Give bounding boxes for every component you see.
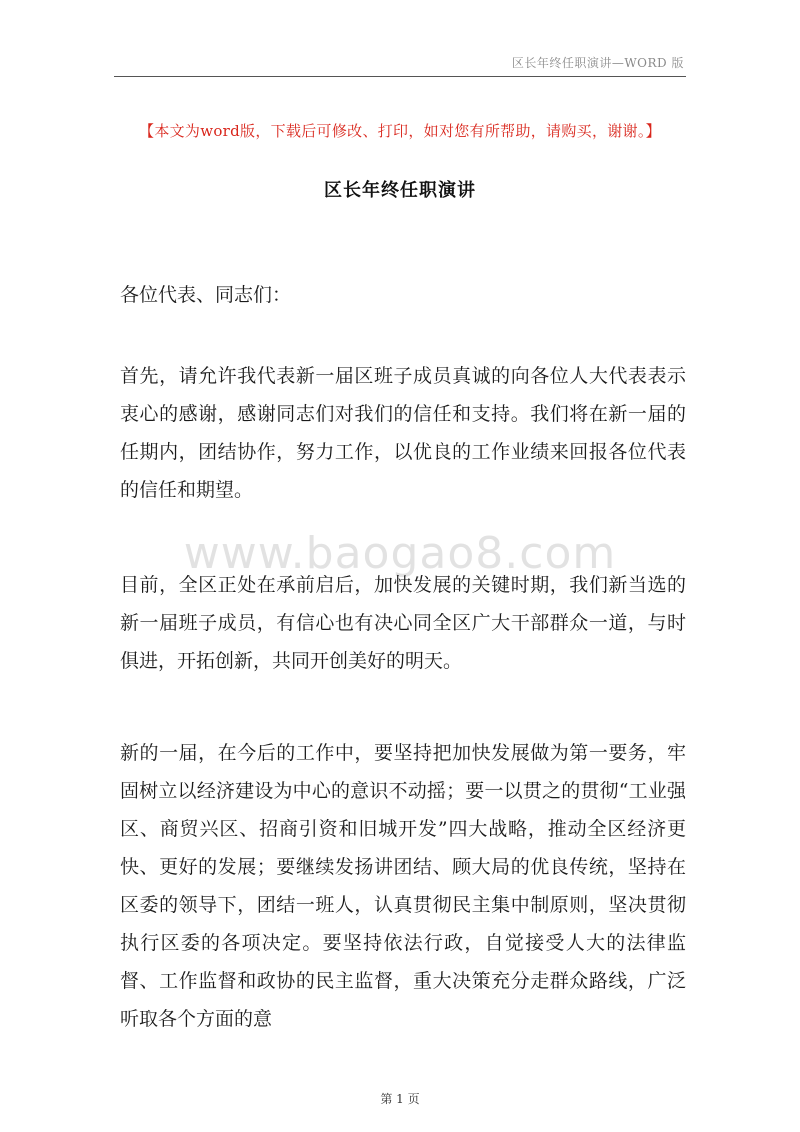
- purchase-notice: 【本文为word版，下载后可修改、打印，如对您有所帮助，请购买，谢谢。】: [139, 122, 661, 140]
- page-number: 第 1 页: [380, 1092, 420, 1106]
- watermark: www.baogao8.com: [183, 528, 617, 579]
- header-divider: [114, 76, 686, 77]
- running-header: 区长年终任职演讲—WORD 版: [511, 56, 684, 70]
- body-paragraph-2: 目前，全区正处在承前启后，加快发展的关键时期，我们新当选的新一届班子成员，有信心也有决心同全区广大干部群众一道，与时俱进，开拓创新，共同开创美好的明天。: [120, 574, 686, 672]
- body-paragraph-1: 首先，请允许我代表新一届区班子成员真诚的向各位人大代表表示衷心的感谢，感谢同志们对我们的信任和支持。我们将在新一届的任期内，团结协作，努力工作，以优良的工作业绩来回报各位代表的信任和期望。: [120, 365, 686, 501]
- document-title: 区长年终任职演讲: [324, 180, 476, 201]
- body-paragraph-3: 新的一届，在今后的工作中，要坚持把加快发展做为第一要务，牢固树立以经济建设为中心的意识不动摇；要一以贯之的贯彻“工业强区、商贸兴区、招商引资和旧城开发”四大战略，推动全区经济更快、更好的发展；要继续发扬讲团结、顾大局的优良传统，坚持在区委的领导下，团结一班人，认真贯彻民主集中制原则，坚决贯彻执行区委的各项决定。要坚持依法行政，自觉接受人大的法律监督、工作监督和政协的民主监督，重大决策充分走群众路线，广泛听取各个方面的意: [120, 742, 686, 1030]
- greeting-paragraph: 各位代表、同志们：: [120, 284, 292, 306]
